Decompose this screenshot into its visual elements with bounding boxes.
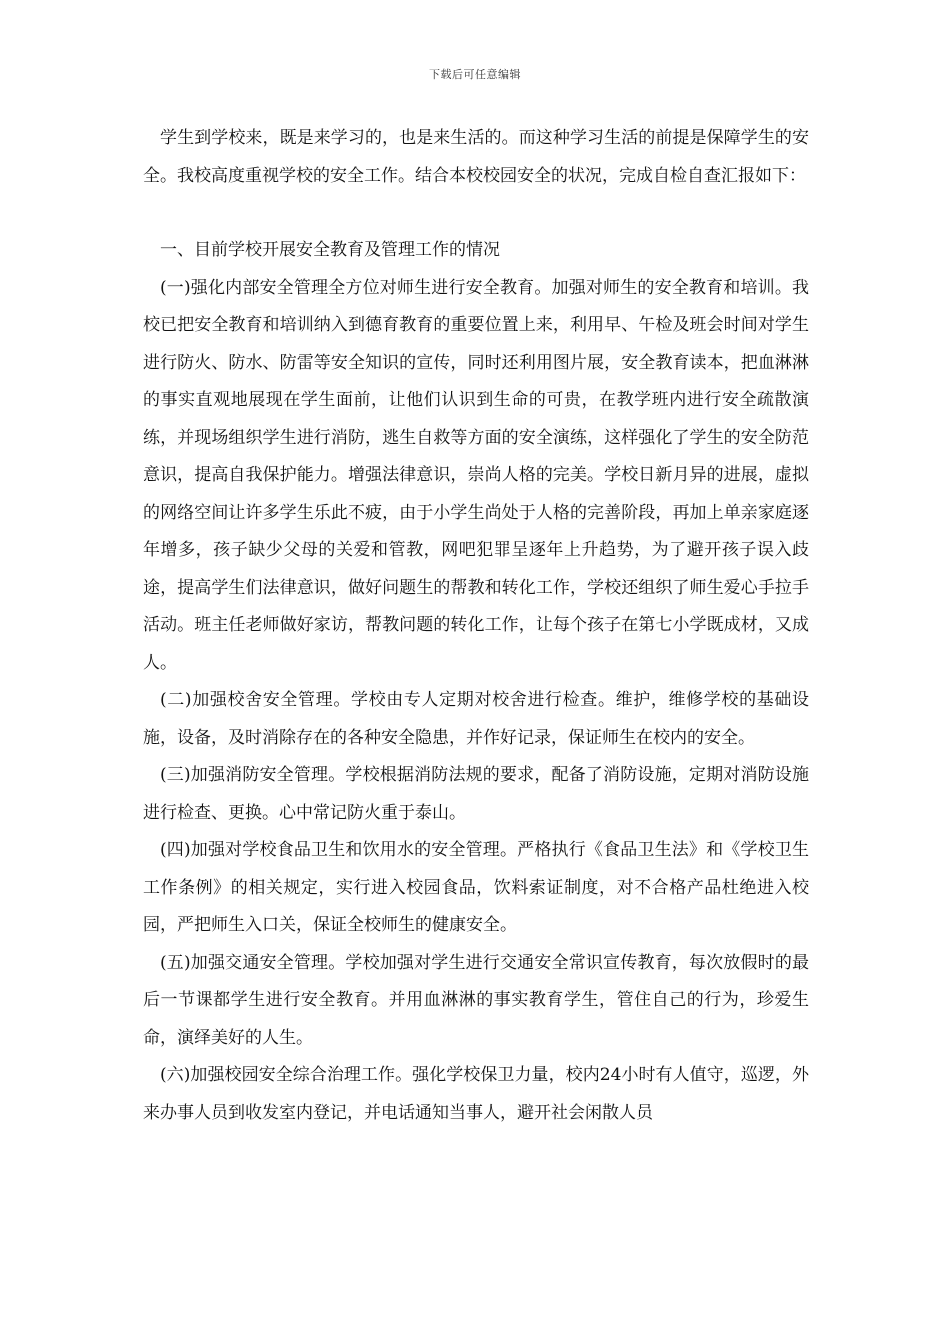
intro-paragraph: 学生到学校来，既是来学习的，也是来生活的。而这种学习生活的前提是保障学生的安全。我校高度重视学校的安全工作。结合本校校园安全的状况，完成自检自查汇报如下：: [143, 128, 809, 186]
paragraph-3: (三)加强消防安全管理。学校根据消防法规的要求，配备了消防设施，定期对消防设施进行检查、更换。心中常记防火重于泰山。: [143, 765, 809, 823]
paragraph-4: (四)加强对学校食品卫生和饮用水的安全管理。严格执行《食品卫生法》和《学校卫生工作条例》的相关规定，实行进入校园食品，饮料索证制度，对不合格产品杜绝进入校园，严把师生入口关，保证全校师生的健康安全。: [143, 840, 809, 935]
paragraph-6: (六)加强校园安全综合治理工作。强化学校保卫力量，校内24小时有人值守，巡逻，外来办事人员到收发室内登记，并电话通知当事人，避开社会闲散人员: [143, 1065, 809, 1123]
paragraph-2: (二)加强校舍安全管理。学校由专人定期对校舍进行检查。维护，维修学校的基础设施，设备，及时消除存在的各种安全隐患，并作好记录，保证师生在校内的安全。: [143, 690, 809, 748]
document-body: [143, 120, 809, 1132]
paragraph-1: (一)强化内部安全管理全方位对师生进行安全教育。加强对师生的安全教育和培训。我校已把安全教育和培训纳入到德育教育的重要位置上来，利用早、午检及班会时间对学生进行防火、防水、防雷等安全知识的宣传，同时还利用图片展，安全教育读本，把血淋淋的事实直观地展现在学生面前，让他们认识到生命的可贵，在教学班内进行安全疏散演练，并现场组织学生进行消防，逃生自救等方面的安全演练，这样强化了学生的安全防范意识，提高自我保护能力。增强法律意识，崇尚人格的完美。学校日新月异的进展，虚拟的网络空间让许多学生乐此不疲，由于小学生尚处于人格的完善阶段，再加上单亲家庭逐年增多，孩子缺少父母的关爱和管教，网吧犯罪呈逐年上升趋势，为了避开孩子误入歧途，提高学生们法律意识，做好问题生的帮教和转化工作，学校还组织了师生爱心手拉手活动。班主任老师做好家访，帮教问题的转化工作，让每个孩子在第七小学既成材，又成人。: [143, 277, 809, 673]
header-note: 下载后可任意编辑: [429, 68, 521, 81]
section-heading: 一、目前学校开展安全教育及管理工作的情况: [160, 240, 500, 260]
paragraph-5: (五)加强交通安全管理。学校加强对学生进行交通安全常识宣传教育，每次放假时的最后一节课都学生进行安全教育。并用血淋淋的事实教育学生，管住自己的行为，珍爱生命，演绎美好的人生。: [143, 952, 809, 1048]
